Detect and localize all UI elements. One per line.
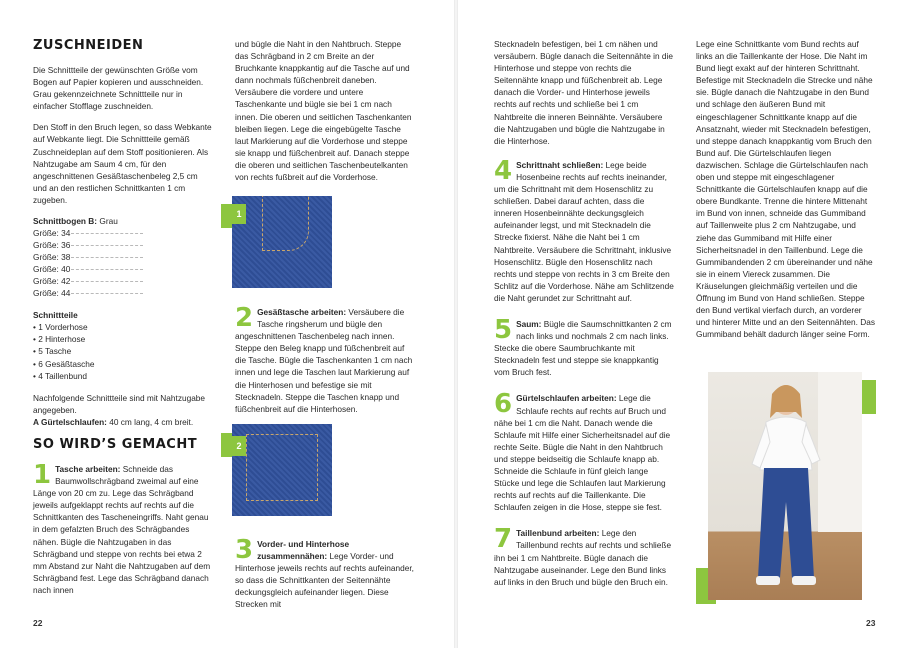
step-2-block xyxy=(235,303,415,427)
accent-block xyxy=(221,204,232,228)
step-title: Gesäßtasche arbeiten: xyxy=(257,307,347,317)
size-list xyxy=(33,227,213,299)
size-row: Größe: 40 xyxy=(33,263,213,275)
step-1-continued: und bügle die Naht in den Nahtbruch. Steppe das Schrägband in 2 cm Breite an der Bruchkante knappkantig auf die Tasche auf und dann nochmals füßchenbreit daneben. Versäubere die vordere und untere Taschenkante und bügle sie bei 1 cm nach innen. Die oberen und seitlichen Taschenkanten bleiben liegen. Lege die eingebügelte Tasche laut Markierung auf die Vorderhose und steppe sie knapp und füßchenbreit auf. Danach steppe die oberen und seitlichen Taschenbeutelkanten von rechts fußbreit auf die Vorderhose. xyxy=(235,39,412,183)
size-row: Größe: 42 xyxy=(33,275,213,287)
schnittteile-heading: Schnittteile xyxy=(33,310,78,321)
step-1 xyxy=(33,459,213,596)
intro-paragraph-2: Den Stoff in den Bruch legen, so dass Webkante auf Webkante liegt. Die Schnittteile gemäß Zuschneideplan auf dem Stoff positionieren. Als Nahtzugabe am Saum 4 cm, für den angeschnittenen Gesäßtaschenbeleg 2,5 cm und an den restlichen Schnittkanten 1 cm zugeben. xyxy=(33,122,212,205)
step-photo-2 xyxy=(232,424,332,516)
list-item: • 6 Gesäßtasche xyxy=(33,358,95,369)
page-number-left: 22 xyxy=(33,618,43,628)
parts-list xyxy=(33,321,213,381)
gutter xyxy=(454,0,458,648)
step-3-continued: Stecknadeln befestigen, bei 1 cm nähen und versäubern. Bügle danach die Seitennähte in die Hinterhose und steppe von rechts die Seitennähte knapp und füßchenbreit ab. Lege danach die Vorder- und Hinterhose jeweils rechts auf rechts und schließe bei 1 cm Nahtbreite die inneren Beinnähte. Versäubere die Nahtzugaben und bügle die Nahtzugabe in die Hinterhose. xyxy=(494,39,673,146)
photo-tag: 2 xyxy=(232,436,246,456)
nachfolgend-text: Nachfolgende Schnittteile sind mit Nahtzugabe angegeben. xyxy=(33,392,206,415)
step-number: 5 xyxy=(494,314,513,345)
step-number: 4 xyxy=(494,155,513,186)
step-number: 2 xyxy=(235,303,254,333)
schnittbogen-line: Schnittbogen B: Grau xyxy=(33,216,118,227)
step-number: 6 xyxy=(494,389,513,420)
step-title: Saum: xyxy=(516,318,542,329)
step-text: Lege beide Hosenbeine rechts auf rechts ineinander, um die Schrittnaht mit dem Hosenschlitz zu schließen. Dabei darauf achten, dass die inneren Hosenbeinnähte deckungsgleich aufeinander legst, und mit Stecknadeln die Strecke fixierst. Nähe die Naht bei 1 cm Nahtbreite. Versäubere die Schrittnaht, inklusive Hosenschlitz. Bügle den Hosenschlitz nach rechts und steppe von rechts in 3 cm Breite den Schlitz auf die Vorderhose. Nähe am Schlitzende die Naht gerundet zur Schrittnaht auf. xyxy=(494,159,674,303)
size-row: Größe: 34 xyxy=(33,227,213,239)
column-4 xyxy=(696,38,876,349)
step-5 xyxy=(494,314,674,378)
step-4 xyxy=(494,155,674,304)
step-number: 1 xyxy=(33,459,52,490)
list-item: • 4 Taillenbund xyxy=(33,370,87,381)
page-number-right: 23 xyxy=(866,618,876,628)
step-7 xyxy=(494,524,674,587)
guertel-line: A Gürtelschlaufen: 40 cm lang, 4 cm breit. xyxy=(33,416,194,427)
model-photo xyxy=(708,372,862,600)
list-item: • 5 Tasche xyxy=(33,346,72,357)
size-row: Größe: 36 xyxy=(33,239,213,251)
column-3 xyxy=(494,38,674,600)
step-title: Vorder- und Hinterhose zusammennähen: xyxy=(257,539,350,562)
step-number: 7 xyxy=(494,524,513,555)
step-title: Taillenbund arbeiten: xyxy=(516,528,600,539)
step-text: Lege Vorder- und Hinterhose jeweils rechts auf rechts aufeinander, so dass die Schnittkanten der Seitennähte deckungsgleich aufeinander liegen. Diese Strecken mit xyxy=(235,551,414,610)
step-6 xyxy=(494,389,674,513)
accent-block xyxy=(221,433,232,457)
list-item: • 2 Hinterhose xyxy=(33,334,86,345)
step-3 xyxy=(235,535,415,611)
photo-tag: 1 xyxy=(232,204,246,224)
step-title: Schrittnaht schließen: xyxy=(516,159,604,170)
intro-paragraph-1: Die Schnittteile der gewünschten Größe vom Bogen auf Papier kopieren und ausschneiden. Grau gekennzeichnete Schnittteile nur in einfacher Stofflage zuschneiden. xyxy=(33,65,204,112)
size-row: Größe: 44 xyxy=(33,287,213,299)
step-photo-1 xyxy=(232,196,332,288)
so-wirds-heading: SO WIRD’S GEMACHT xyxy=(33,436,198,452)
step-number: 3 xyxy=(235,535,254,565)
column-2 xyxy=(235,38,415,192)
step-text: Bügle die Saumschnittkanten 2 cm nach links und nochmals 2 cm nach links. Stecke die obere Saumbruchkante mit Stecknadeln fest und steppe sie knappkantig vom Bruch fest. xyxy=(494,318,672,378)
list-item: • 1 Vorderhose xyxy=(33,322,88,333)
step-title: Tasche arbeiten: xyxy=(55,463,121,474)
step-text: Schneide das Baumwollschrägband zweimal auf eine Länge von 20 cm zu. Lege das Schrägband jeweils aufgeklappt rechts auf rechts auf die Schnittkanten des Tascheneingriffs. Naht genau in dem gefalzten Bruch des Schrägbandes nähen. Bügle die Nahtzugaben in das Schrägband und steppe von rechts bei etwa 2 mm Abstand zur Naht die Nahtzugaben auf dem Schrägband fest. Lege das Schrägband danach nach innen xyxy=(33,463,211,595)
column-1 xyxy=(33,38,213,608)
size-row: Größe: 38 xyxy=(33,251,213,263)
step-text: Versäubere die Tasche ringsherum und bügle den angeschnittenen Taschenbeleg nach innen. Steppe den Beleg knapp und füßchenbreit auf die Tasche. Bügle die Taschenkanten 1 cm nach innen und lege die Taschen laut Markierung auf die Hinterhosen und befestige sie mit Stecknadeln. Steppe die Taschen knapp und füßchenbreit auf die Hinterhosen. xyxy=(235,307,413,414)
step-7-continued: Lege eine Schnittkante vom Bund rechts auf links an die Taillenkante der Hose. Die Naht im Bund liegt exakt auf der hinteren Schrittnaht. Befestige mit Stecknadeln die Strecke und nähe sie. Bügle danach die Nahtzugabe in den Bund und schlage den äußeren Bund mit eingeschlagener Schnittkante knapp auf die Ansatznaht, wieder mit Stecknadeln befestigen, und steppe danach knappkantig vom Bruch den Bund auf. Die Gürtelschlaufen liegen dazwischen. Schlage die Gürtelschlaufen nach oben und steppe mit eingeschlagener Schnittkante die Gürtelschlaufen knapp auf die obere Bundkante. Trenne die hintere Mittenaht im Bund von innen, schneide das Gummiband auf Taillenweite plus 2 cm Nahtzugabe, und ziehe das Gummiband mit Hilfe einer Sicherheitsnadel in den Taillenbund. Lege die Gummibandenden 2 cm übereinander und nähe sie in einem Viereck zusammen. Die Kräuselungen gleichmäßig verteilen und die Öffnung im Bund von Hand schließen. Steppe den Bund vertikal vierfach durch, an vorderer und hinterer Mitte und an den Seitennähten. Das Gummiband behält dadurch länger seine Form. xyxy=(696,39,875,340)
model-figure-icon xyxy=(708,372,862,600)
step-2 xyxy=(235,303,415,415)
step-text: Lege den Taillenbund rechts auf rechts und schließe ihn bei 1 cm Nahtbreite. Bügle danach die Nahtzugabe auseinander. Lege den Bund links auf links in den Bruch und bügle den Bruch ein. xyxy=(494,528,672,587)
zuschneiden-heading: ZUSCHNEIDEN xyxy=(33,38,144,53)
step-title: Gürtelschlaufen arbeiten: xyxy=(516,393,617,404)
step-text: Lege die Schlaufe rechts auf rechts auf Bruch und nähe bei 1 cm die Naht. Danach wende die Schlaufe mit Hilfe einer Sicherheitsnadel auf die rechte Seite. Bügle die Naht in den Nahtbruch und steppe beidseitig die Schlaufe knapp ab. Schneide die Schlaufe in fünf gleich lange Stücke und lege die Schlaufen laut Markierung rechts auf rechts auf die Taillenkante. Die Schlaufen zeigen in die Hose, steppe sie fest. xyxy=(494,393,671,513)
step-3-block xyxy=(235,535,415,623)
